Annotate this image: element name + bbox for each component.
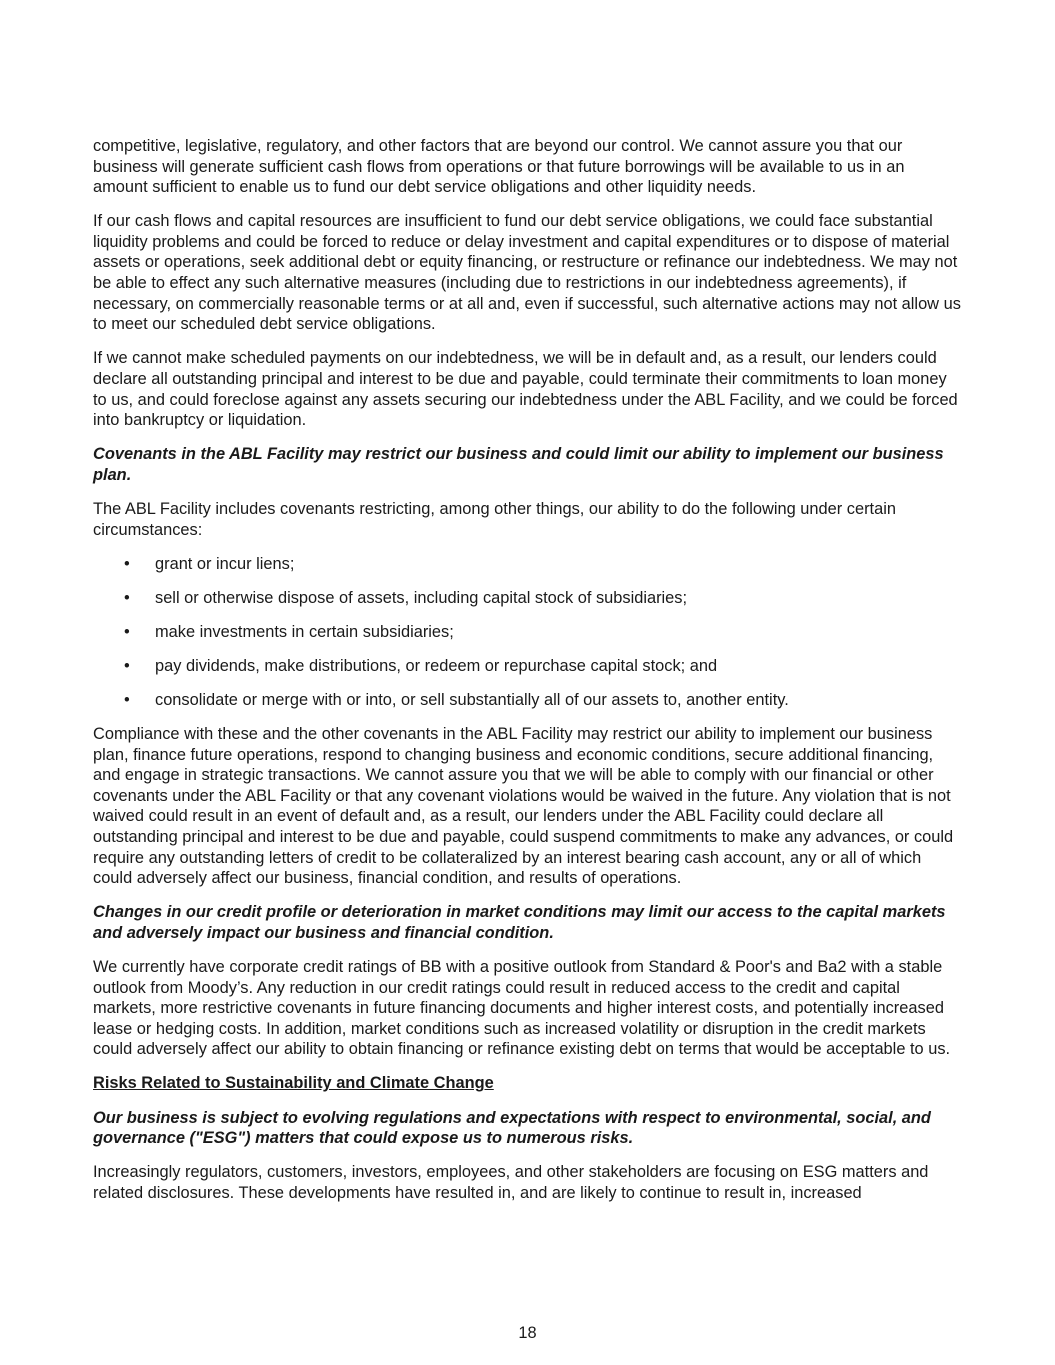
- list-item: [93, 656, 961, 677]
- page-number: 18: [518, 1324, 537, 1342]
- covenant-restrictions-list: [93, 554, 961, 711]
- list-item-text: sell or otherwise dispose of assets, including capital stock of subsidiaries;: [155, 588, 688, 607]
- paragraph-covenants-intro: The ABL Facility includes covenants restricting, among other things, our ability to do the following under certain circumstances:: [93, 499, 896, 539]
- bullet-icon: •: [124, 656, 130, 675]
- list-item-text: make investments in certain subsidiaries;: [155, 622, 454, 641]
- subheading-abl-covenants: Covenants in the ABL Facility may restrict our business and could limit our ability to implement our business plan.: [93, 445, 944, 484]
- paragraph-covenant-compliance: Compliance with these and the other covenants in the ABL Facility may restrict our ability to implement our business plan, finance future operations, respond to changing business and economic conditions, secure additional financing, and engage in strategic transactions. We cannot assure you that we will be able to comply with our financial or other covenants under the ABL Facility or that any covenant violations would be waived in the future. Any violation that is not waived could result in an event of default and, as a result, our lenders under the ABL Facility could declare all outstanding principal and interest to be due and payable, could suspend commitments to make any advances, or could require any outstanding letters of credit to be collateralized by an interest bearing cash account, any or all of which could adversely affect our business, financial condition, and results of operations.: [93, 725, 954, 888]
- subheading-esg: Our business is subject to evolving regulations and expectations with respect to environmental, social, and governance ("ESG") matters that could expose us to numerous risks.: [93, 1108, 931, 1148]
- list-item: [93, 690, 961, 711]
- bullet-icon: •: [124, 690, 130, 709]
- list-item-text: pay dividends, make distributions, or redeem or repurchase capital stock; and: [155, 656, 718, 675]
- subheading-credit-profile: Changes in our credit profile or deterioration in market conditions may limit our access to the capital markets and adversely impact our business and financial condition.: [93, 903, 946, 942]
- list-item-text: grant or incur liens;: [155, 554, 295, 573]
- list-item: [93, 554, 961, 575]
- section-title-sustainability: Risks Related to Sustainability and Climate Change: [93, 1074, 494, 1093]
- list-item: [93, 588, 961, 609]
- paragraph-liquidity-factors: competitive, legislative, regulatory, and other factors that are beyond our control. We cannot assure you that our business will generate sufficient cash flows from operations or that future borrowings will be available to us in an amount sufficient to enable us to fund our debt service obligations and other liquidity needs.: [93, 137, 905, 197]
- bullet-icon: •: [124, 622, 130, 641]
- bullet-icon: •: [124, 554, 130, 573]
- paragraph-default-risk: If we cannot make scheduled payments on our indebtedness, we will be in default and, as a result, our lenders could declare all outstanding principal and interest to be due and payable, could terminate their commitments to loan money to us, and could foreclose against any assets securing our indebtedness under the ABL Facility, and we could be forced into bankruptcy or liquidation.: [93, 349, 958, 430]
- bullet-icon: •: [124, 588, 130, 607]
- paragraph-insufficient-cash-flows: If our cash flows and capital resources are insufficient to fund our debt service obligations, we could face substantial liquidity problems and could be forced to reduce or delay investment and capital expenditures or to dispose of material assets or operations, seek additional debt or equity financing, or restructure or refinance our indebtedness. We may not be able to effect any such alternative measures (including due to restrictions in our indebtedness agreements), if necessary, on commercially reasonable terms or at all and, even if successful, such alternative actions may not allow us to meet our scheduled debt service obligations.: [93, 212, 961, 334]
- list-item: [93, 622, 961, 643]
- document-body: [93, 136, 961, 1217]
- paragraph-credit-ratings: We currently have corporate credit ratings of BB with a positive outlook from Standard & Poor's and Ba2 with a stable outlook from Moody’s. Any reduction in our credit ratings could result in reduced access to the credit and capital markets, more restrictive covenants in future financing documents and higher interest costs, and potentially increased lease or hedging costs. In addition, market conditions such as increased volatility or disruption in the credit markets could adversely affect our ability to obtain financing or refinance existing debt on terms that would be acceptable to us.: [93, 958, 951, 1059]
- list-item-text: consolidate or merge with or into, or sell substantially all of our assets to, another entity.: [155, 690, 789, 709]
- paragraph-esg-focus: Increasingly regulators, customers, investors, employees, and other stakeholders are focusing on ESG matters and related disclosures. These developments have resulted in, and are likely to continue to result in, increased: [93, 1163, 929, 1202]
